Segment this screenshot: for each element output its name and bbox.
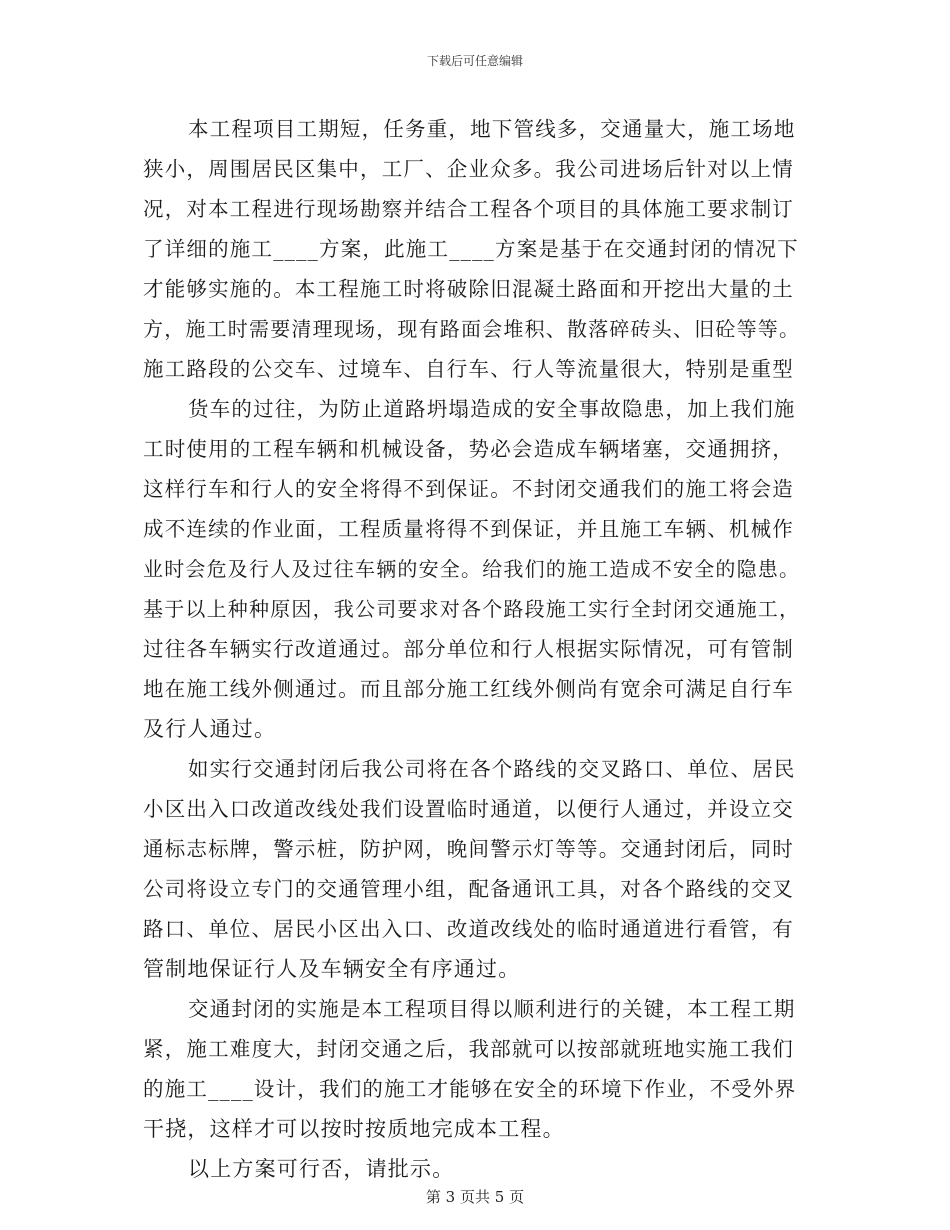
text-line: 及行人通过。 xyxy=(143,717,277,741)
text-line: 紧，施工难度大，封闭交通之后，我部就可以按部就班地实施工我们 xyxy=(143,1037,794,1061)
text-line: 才能够实施的。本工程施工时将破除旧混凝土路面和开挖出大量的土 xyxy=(143,277,794,301)
text-line: 了详细的施工____方案，此施工____方案是基于在交通封闭的情况下 xyxy=(143,237,799,261)
text-line: 况，对本工程进行现场勘察并结合工程各个项目的具体施工要求制订 xyxy=(143,197,794,221)
text-line: 如实行交通封闭后我公司将在各个路线的交叉路口、单位、居民 xyxy=(188,757,796,781)
text-line: 方，施工时需要清理现场，现有路面会堆积、散落碎砖头、旧砼等等。 xyxy=(143,317,801,341)
text-line: 狭小，周围居民区集中，工厂、企业众多。我公司进场后针对以上情 xyxy=(143,157,794,181)
text-line: 工时使用的工程车辆和机械设备，势必会造成车辆堵塞，交通拥挤， xyxy=(143,437,794,461)
text-line: 成不连续的作业面，工程质量将得不到保证，并且施工车辆、机械作 xyxy=(143,517,794,541)
text-line: 业时会危及行人及过往车辆的安全。给我们的施工造成不安全的隐患。 xyxy=(143,557,801,581)
text-line: 货车的过往，为防止道路坍塌造成的安全事故隐患，加上我们施 xyxy=(188,397,796,421)
text-line: 地在施工线外侧通过。而且部分施工红线外侧尚有宽余可满足自行车 xyxy=(143,677,794,701)
text-line: 路口、单位、居民小区出入口、改道改线处的临时通道进行看管，有 xyxy=(143,917,794,941)
text-line: 公司将设立专门的交通管理小组，配备通讯工具，对各个路线的交叉 xyxy=(143,877,794,901)
text-line: 小区出入口改道改线处我们设置临时通道，以便行人通过，并设立交 xyxy=(143,797,794,821)
text-line: 这样行车和行人的安全将得不到保证。不封闭交通我们的施工将会造 xyxy=(143,477,794,501)
text-line: 通标志标牌，警示桩，防护网，晚间警示灯等等。交通封闭后，同时 xyxy=(143,837,794,861)
text-line: 交通封闭的实施是本工程项目得以顺利进行的关键，本工程工期 xyxy=(188,997,796,1021)
text-line: 过往各车辆实行改道通过。部分单位和行人根据实际情况，可有管制 xyxy=(143,637,794,661)
page-header: 下载后可任意编辑 xyxy=(426,54,523,68)
text-line: 施工路段的公交车、过境车、自行车、行人等流量很大，特别是重型 xyxy=(143,357,794,381)
text-line: 的施工____设计，我们的施工才能够在安全的环境下作业，不受外界 xyxy=(143,1077,797,1101)
text-line: 干挠，这样才可以按时按质地完成本工程。 xyxy=(143,1117,565,1141)
text-line: 以上方案可行否，请批示。 xyxy=(188,1157,455,1181)
page-number: 第 3 页共 5 页 xyxy=(425,1188,525,1206)
text-line: 本工程项目工期短，任务重，地下管线多，交通量大，施工场地 xyxy=(188,117,796,141)
text-line: 基于以上种种原因，我公司要求对各个路段施工实行全封闭交通施工， xyxy=(143,597,801,621)
text-line: 管制地保证行人及车辆安全有序通过。 xyxy=(143,957,521,981)
